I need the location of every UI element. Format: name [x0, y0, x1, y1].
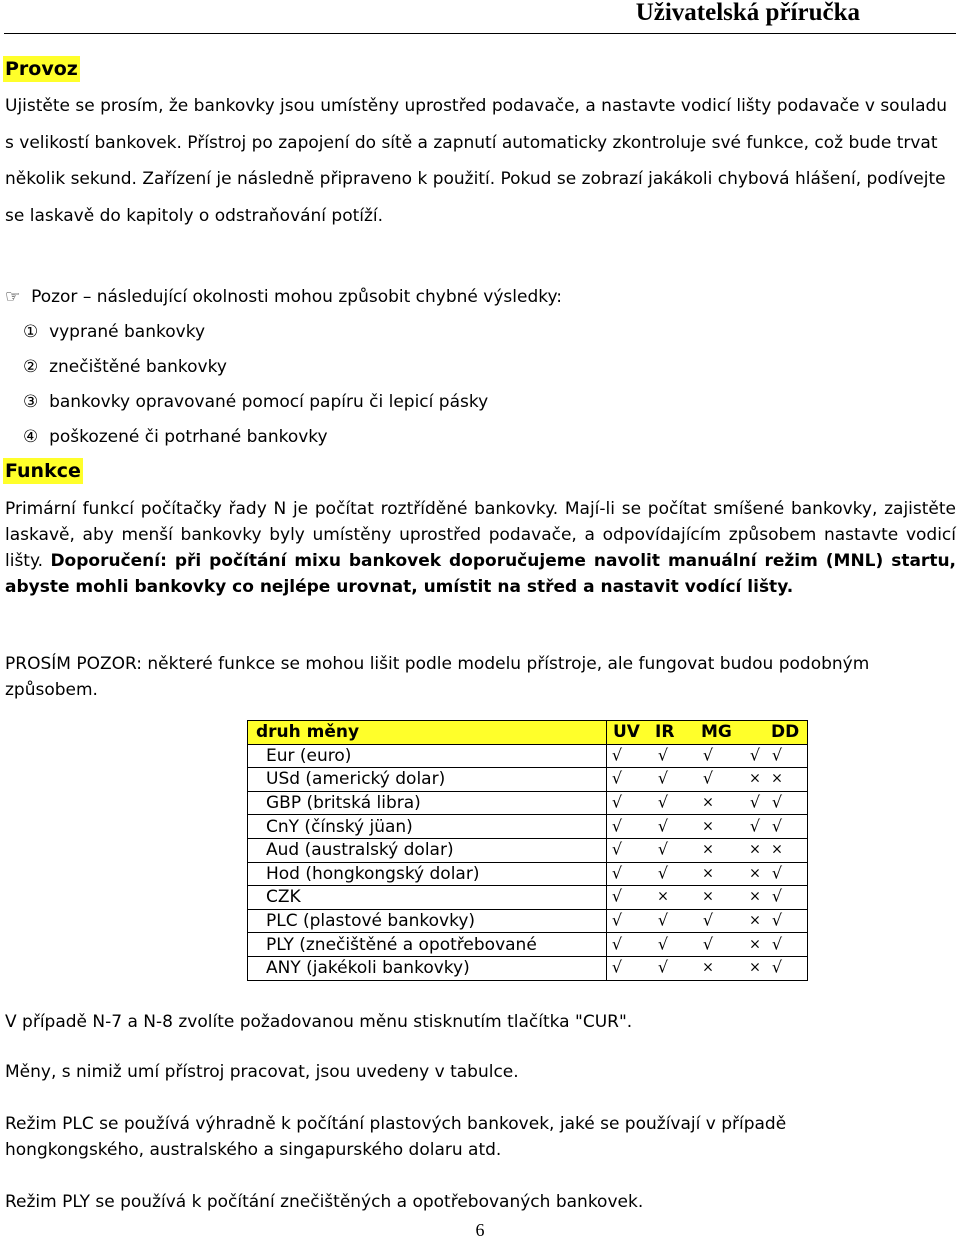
header-col-ir: IR	[655, 722, 675, 743]
table-row	[248, 838, 808, 862]
header-currency-type: druh měny	[248, 721, 607, 745]
table-row	[248, 886, 808, 910]
check-mark-icon: √	[749, 816, 761, 836]
currency-name: PLY (znečištěné a opotřebované	[248, 933, 607, 957]
table-row	[248, 956, 808, 980]
detection-marks	[607, 886, 808, 910]
check-mark-icon: √	[611, 887, 623, 907]
funkce-text: Primární funkcí počítačky řady N je počítat roztříděné bankovky. Mají-li se počítat smíšené bankovky, zajistěte laskavě, aby menší bankovky byly umístěny uprostřed podavače, a odpovídajícím způsobem nastavte vodicí lišty.	[5, 499, 956, 571]
currency-name: ANY (jakékoli bankovky)	[248, 956, 607, 980]
detection-marks	[607, 744, 808, 768]
check-mark-icon: √	[657, 792, 669, 812]
check-mark-icon: √	[611, 769, 623, 789]
header-col-uv: UV	[613, 722, 640, 743]
check-mark-icon: √	[611, 792, 623, 812]
check-mark-icon: √	[657, 910, 669, 930]
check-mark-icon: √	[702, 934, 714, 954]
item-text: bankovky opravované pomocí papíru či lepicí pásky	[49, 392, 489, 412]
currency-name: USd (americký dolar)	[248, 768, 607, 792]
item-number: ④	[23, 427, 39, 447]
cross-mark-icon: ×	[702, 889, 714, 906]
check-mark-icon: √	[611, 957, 623, 977]
check-mark-icon: √	[771, 887, 783, 907]
check-mark-icon: √	[611, 863, 623, 883]
cross-mark-icon: ×	[771, 771, 783, 788]
check-mark-icon: √	[657, 769, 669, 789]
warning-text: Pozor – následující okolnosti mohou způsobit chybné výsledky:	[31, 287, 563, 307]
check-mark-icon: √	[611, 934, 623, 954]
detection-marks	[607, 791, 808, 815]
cross-mark-icon: ×	[749, 889, 761, 906]
check-mark-icon: √	[771, 957, 783, 977]
detection-marks	[607, 933, 808, 957]
after-paragraph-2: Měny, s nimiž umí přístroj pracovat, jsou uvedeny v tabulce.	[5, 1062, 519, 1082]
cross-mark-icon: ×	[749, 936, 761, 953]
table-row	[248, 933, 808, 957]
page-title: Uživatelská příručka	[635, 0, 860, 26]
header-detection-columns	[607, 721, 808, 745]
cross-mark-icon: ×	[702, 818, 714, 835]
detection-marks	[607, 956, 808, 980]
check-mark-icon: √	[749, 792, 761, 812]
warning-block	[5, 286, 562, 461]
section-heading-funkce: Funkce	[5, 460, 81, 482]
cross-mark-icon: ×	[749, 959, 761, 976]
page-number: 6	[475, 1220, 485, 1240]
after-paragraph-3: Režim PLC se používá výhradně k počítání plastových bankovek, jaké se používají v případě hongkongského, australského a singapurského dolaru atd.	[5, 1114, 787, 1160]
cross-mark-icon: ×	[749, 912, 761, 929]
check-mark-icon: √	[771, 816, 783, 836]
cross-mark-icon: ×	[749, 865, 761, 882]
detection-marks	[607, 838, 808, 862]
detection-marks	[607, 768, 808, 792]
check-mark-icon: √	[657, 863, 669, 883]
provoz-paragraph: Ujistěte se prosím, že bankovky jsou umístěny uprostřed podavače, a nastavte vodicí lišty podavače v souladu s velikostí bankovek. Přístroj po zapojení do sítě a zapnutí automaticky zkontroluje své funkce, což bude trvat několik sekund. Zařízení je následně připraveno k použití. Pokud se zobrazí jakákoli chybová hlášení, podívejte se laskavě do kapitoly o odstraňování potíží.	[5, 96, 948, 226]
table-row	[248, 768, 808, 792]
table-row	[248, 744, 808, 768]
currency-name: GBP (britská libra)	[248, 791, 607, 815]
item-text: znečištěné bankovky	[49, 357, 227, 377]
warning-item	[5, 426, 562, 461]
note-paragraph: PROSÍM POZOR: některé funkce se mohou lišit podle modelu přístroje, ale fungovat budou podobným způsobem.	[5, 654, 870, 700]
cross-mark-icon: ×	[749, 841, 761, 858]
cross-mark-icon: ×	[702, 865, 714, 882]
item-text: poškozené či potrhané bankovky	[49, 427, 328, 447]
funkce-paragraph	[5, 496, 956, 600]
header-col-dd: DD	[771, 722, 800, 743]
warning-item	[5, 321, 562, 356]
currency-name: PLC (plastové bankovky)	[248, 909, 607, 933]
item-number: ③	[23, 392, 39, 412]
check-mark-icon: √	[771, 910, 783, 930]
section-heading-provoz: Provoz	[5, 58, 78, 80]
currency-name: Eur (euro)	[248, 744, 607, 768]
cross-mark-icon: ×	[702, 841, 714, 858]
check-mark-icon: √	[771, 792, 783, 812]
detection-marks	[607, 815, 808, 839]
warning-item	[5, 356, 562, 391]
header-col-mg: MG	[701, 722, 732, 743]
table-row	[248, 909, 808, 933]
detection-marks	[607, 862, 808, 886]
currency-table	[247, 720, 808, 981]
cross-mark-icon: ×	[702, 794, 714, 811]
check-mark-icon: √	[771, 934, 783, 954]
currency-name: Hod (hongkongský dolar)	[248, 862, 607, 886]
warning-line	[5, 286, 562, 321]
currency-name: Aud (australský dolar)	[248, 838, 607, 862]
cross-mark-icon: ×	[657, 889, 669, 906]
check-mark-icon: √	[771, 745, 783, 765]
currency-name: CnY (čínský jüan)	[248, 815, 607, 839]
table-row	[248, 862, 808, 886]
check-mark-icon: √	[657, 816, 669, 836]
after-paragraph-4: Režim PLY se používá k počítání znečištěných a opotřebovaných bankovek.	[5, 1192, 644, 1212]
funkce-recommendation: Doporučení: při počítání mixu bankovek doporučujeme navolit manuální režim (MNL) startu, abyste mohli bankovky co nejlépe urovnat, umístit na střed a nastavit vodící lišty.	[5, 551, 957, 597]
check-mark-icon: √	[657, 934, 669, 954]
check-mark-icon: √	[702, 745, 714, 765]
warning-item	[5, 391, 562, 426]
table-row	[248, 815, 808, 839]
item-text: vyprané bankovky	[49, 322, 206, 342]
cross-mark-icon: ×	[702, 959, 714, 976]
check-mark-icon: √	[657, 745, 669, 765]
cross-mark-icon: ×	[771, 841, 783, 858]
currency-name: CZK	[248, 886, 607, 910]
check-mark-icon: √	[611, 910, 623, 930]
check-mark-icon: √	[611, 816, 623, 836]
item-number: ②	[23, 357, 39, 377]
check-mark-icon: √	[611, 745, 623, 765]
check-mark-icon: √	[771, 863, 783, 883]
check-mark-icon: √	[611, 839, 623, 859]
check-mark-icon: √	[702, 910, 714, 930]
pointing-hand-glyph: ☞	[5, 287, 32, 307]
cross-mark-icon: ×	[749, 771, 761, 788]
detection-marks	[607, 909, 808, 933]
after-paragraph-1: V případě N-7 a N-8 zvolíte požadovanou měnu stisknutím tlačítka "CUR".	[5, 1012, 633, 1032]
check-mark-icon: √	[702, 769, 714, 789]
table-header-row	[248, 721, 808, 745]
table-row	[248, 791, 808, 815]
header-rule	[4, 33, 956, 34]
check-mark-icon: √	[749, 745, 761, 765]
check-mark-icon: √	[657, 839, 669, 859]
item-number: ①	[23, 322, 39, 342]
check-mark-icon: √	[657, 957, 669, 977]
